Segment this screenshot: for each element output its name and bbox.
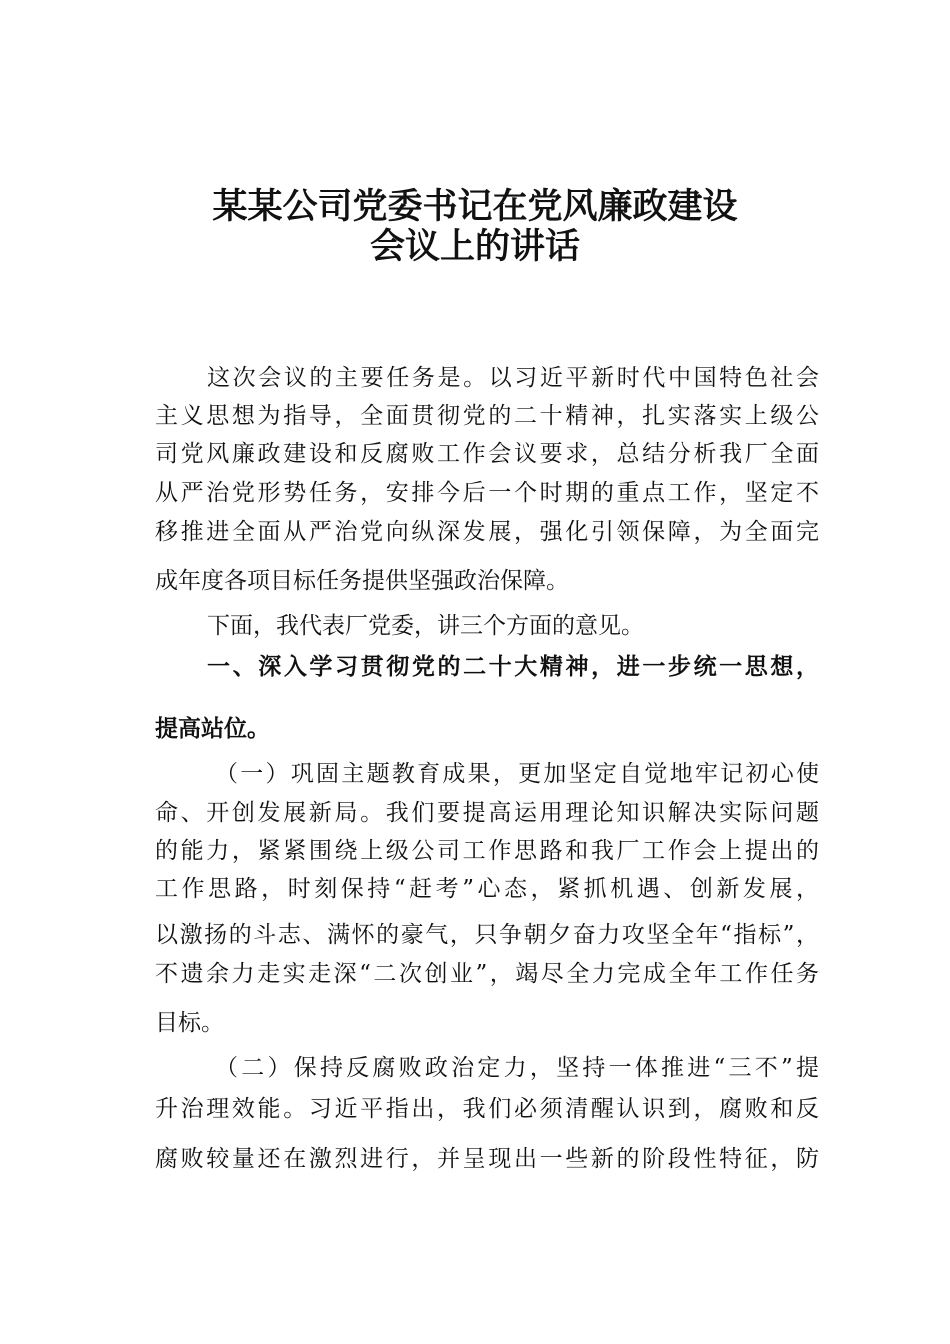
- paragraph-line: 移推进全面从严治党向纵深发展，强化引领保障，为全面完: [155, 519, 819, 545]
- paragraph-line: 这次会议的主要任务是。以习近平新时代中国特色社会: [207, 365, 819, 391]
- paragraph-line: 主义思想为指导，全面贯彻党的二十精神，扎实落实上级公: [155, 403, 819, 429]
- paragraph-line: 命、开创发展新局。我们要提高运用理论知识解决实际问题: [155, 800, 819, 826]
- section-heading-line: 提高站位。: [155, 716, 270, 742]
- section-heading-line: 一、深入学习贯彻党的二十大精神，进一步统一思想，: [207, 654, 819, 680]
- paragraph-line: 的能力，紧紧围绕上级公司工作思路和我厂工作会上提出的: [155, 838, 819, 864]
- document-title-line-1: 某某公司党委书记在党风廉政建设: [212, 187, 738, 227]
- paragraph-line: 以激扬的斗志、满怀的豪气，只争朝夕奋力攻坚全年“指标”，: [155, 922, 819, 948]
- paragraph-line: 成年度各项目标任务提供坚强政治保障。: [155, 568, 569, 594]
- paragraph-line: 下面，我代表厂党委，讲三个方面的意见。: [207, 613, 644, 639]
- paragraph-line: （二）保持反腐败政治定力，坚持一体推进“三不”提: [215, 1055, 819, 1081]
- paragraph-line: 工作思路，时刻保持“赶考”心态，紧抓机遇、创新发展，: [155, 876, 819, 902]
- paragraph-line: 从严治党形势任务，安排今后一个时期的重点工作，坚定不: [155, 480, 819, 506]
- paragraph-line: 腐败较量还在激烈进行，并呈现出一些新的阶段性特征，防: [155, 1146, 819, 1172]
- paragraph-line: （一）巩固主题教育成果，更加坚定自觉地牢记初心使: [215, 761, 819, 787]
- paragraph-line: 目标。: [155, 1010, 224, 1036]
- paragraph-line: 升治理效能。习近平指出，我们必须清醒认识到，腐败和反: [155, 1096, 819, 1122]
- paragraph-line: 不遗余力走实走深“二次创业”，竭尽全力完成全年工作任务: [155, 961, 819, 987]
- paragraph-line: 司党风廉政建设和反腐败工作会议要求，总结分析我厂全面: [155, 441, 819, 467]
- document-title-line-2: 会议上的讲话: [369, 227, 580, 267]
